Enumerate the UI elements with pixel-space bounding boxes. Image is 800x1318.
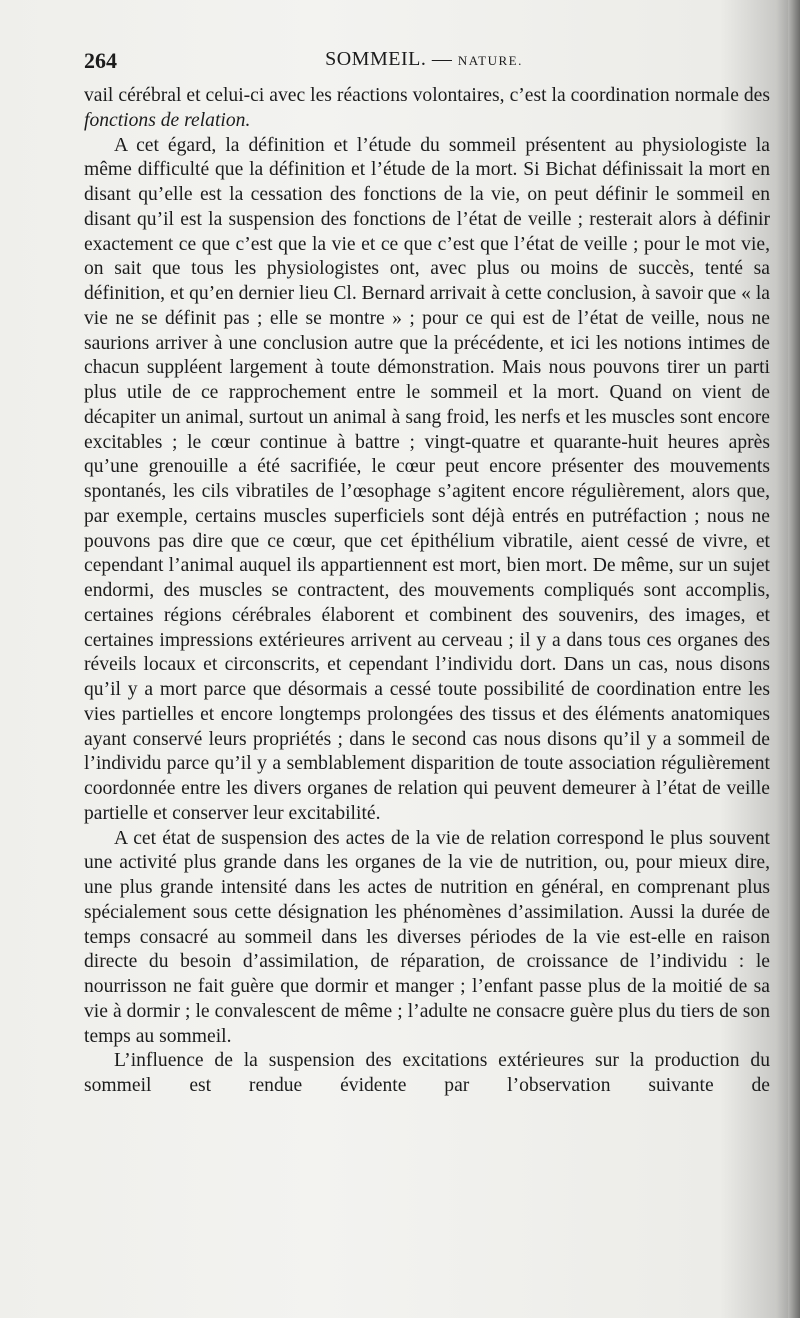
- paragraph-1-italic: fonctions de relation.: [84, 109, 251, 131]
- header-separator: —: [431, 48, 453, 70]
- running-header: [84, 48, 764, 82]
- paragraph-3: A cet état de suspension des actes de la vie de relation correspond le plus souvent une activité plus grande dans les organes de la vie de nutrition, ou, pour mieux dire, une plus grande intensité dans les actes de nutrition en général, en comprenant plus spécialement sous cette désignation les phénomènes d’assimilation. Aussi la durée de temps consacré au sommeil dans les diverses périodes de la vie est-elle en raison directe du besoin d’assimilation, de réparation, de croissance de l’individu : le nourrisson ne fait guère que dormir et manger ; l’enfant passe plus de la moitié de sa vie à dormir ; le convalescent de même ; l’adulte ne consacre guère plus du tiers de son temps au sommeil.: [84, 827, 770, 1047]
- paragraph-1-text: vail cérébral et celui-ci avec les réactions volontaires, c’est la coordination normale des: [84, 85, 770, 106]
- header-subtitle: NATURE.: [457, 53, 523, 68]
- page-number: 264: [84, 48, 117, 73]
- paragraph-1: [84, 84, 770, 134]
- body-text: [84, 84, 770, 1099]
- paragraph-2: A cet égard, la définition et l’étude du sommeil présentent au physiologiste la même difficulté que la définition et l’étude de la mort. Si Bichat définissait la mort en disant qu’elle est la cessation des fonctions de la vie, on peut définir le sommeil en disant qu’il est la suspension des fonctions de l’état de veille ; resterait alors à définir exactement ce que c’est que la vie et ce que c’est que l’état de veille ; pour le mot vie, on sait que tous les physiologistes ont, avec plus ou moins de succès, tenté sa définition, et qu’en dernier lieu Cl. Bernard arrivait à cette conclusion, à savoir que « la vie ne se définit pas ; elle se montre » ; pour ce qui est de l’état de veille, nous ne saurions arriver à une conclusion autre que la précédente, et ici les notions intimes de chacun suppléent largement à toute démonstration. Mais nous pouvons tirer un parti plus utile de ce rapprochement entre le sommeil et la mort. Quand on vient de décapiter un animal, surtout un animal à sang froid, les nerfs et les muscles sont encore excitables ; le cœur continue à battre ; vingt-quatre et quarante-huit heures après qu’une grenouille a été sacrifiée, le cœur peut encore présenter des mouvements spontanés, les cils vibratiles de l’œsophage s’agitent encore régulièrement, alors que, par exemple, certains muscles superficiels sont déjà entrés en putréfaction ; nous ne pouvons pas dire que ce cœur, que cet épithélium vibratile, aient cessé de vivre, et cependant l’animal auquel ils appartiennent est mort, bien mort. De même, sur un sujet endormi, des muscles se contractent, des mouvements compliqués sont accomplis, certaines régions cérébrales élaborent et combinent des souvenirs, des images, et certaines impressions extérieures arrivent au cerveau ; il y a dans tous ces organes des réveils locaux et circonscrits, et cependant l’individu dort. Dans un cas, nous disons qu’il y a mort parce que désormais a cessé toute possibilité de coordination entre les vies partielles et encore longtemps prolongées des tissus et des éléments anatomiques ayant conservé leurs propriétés ; dans le second cas nous disons qu’il y a sommeil de l’individu parce qu’il y a semblablement disparition de toute association régulièrement coordonnée entre les divers organes de relation qui peuvent demeurer à l’état de veille partielle et conserver leur excitabilité.: [84, 134, 770, 824]
- running-title: [84, 48, 764, 71]
- paragraph-4: L’influence de la suspension des excitations extérieures sur la production du sommeil est rendue évidente par l’observation suivante de: [84, 1050, 770, 1096]
- header-title: SOMMEIL.: [325, 48, 427, 70]
- book-spine-shadow: [788, 0, 800, 1318]
